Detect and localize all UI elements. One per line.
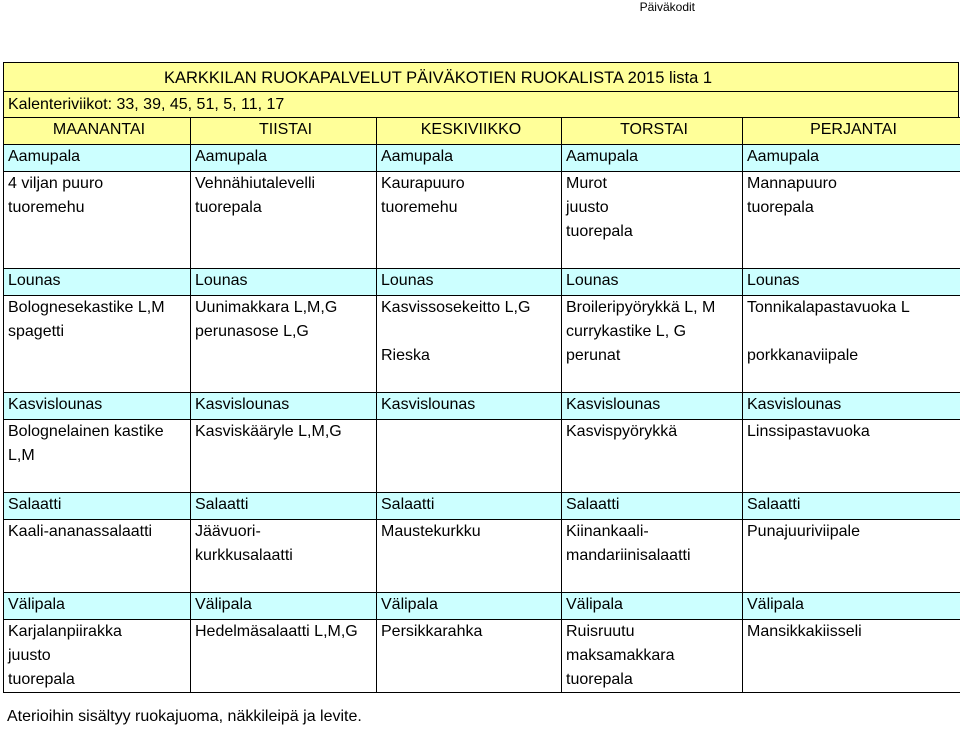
category-label: Salaatti: [4, 493, 191, 520]
menu-item-text: Mannapuuro: [747, 175, 837, 192]
category-label: Välipala: [4, 593, 191, 620]
menu-item-text: [381, 644, 561, 668]
category-label: Salaatti: [562, 493, 743, 520]
menu-item-text: maksamakkara: [566, 647, 675, 664]
items-row-kasvislounas: [4, 420, 960, 493]
menu-cell: [377, 620, 562, 693]
menu-item-text: tuoremehu: [381, 199, 458, 216]
items-row-lounas: [4, 296, 960, 393]
menu-item-text: L,M: [8, 447, 35, 464]
title-bar: [3, 62, 959, 92]
menu-item-text: tuoremehu: [8, 199, 85, 216]
menu-cell: [4, 172, 191, 269]
menu-item-text: spagetti: [8, 323, 65, 340]
menu-item-text: [195, 344, 376, 368]
menu-item-text: [381, 568, 561, 592]
menu-item-text: [195, 568, 376, 592]
category-label: Salaatti: [743, 493, 960, 520]
menu-item-text: [747, 568, 960, 592]
menu-item-text: [381, 668, 561, 692]
category-label: Kasvislounas: [743, 393, 960, 420]
menu-item-text: Ruisruutu: [566, 623, 635, 640]
menu-item-text: Kiinankaali-: [566, 523, 649, 540]
menu-item-text: currykastike L, G: [566, 323, 687, 340]
category-row-salaatti: [4, 493, 960, 520]
menu-item-text: [381, 220, 561, 244]
menu-item-text: [381, 468, 561, 492]
items-row-valipala: [4, 620, 960, 693]
day-friday: PERJANTAI: [743, 118, 960, 145]
menu-item-text: kurkkusalaatti: [195, 547, 293, 564]
menu-cell: [562, 620, 743, 693]
menu-item-text: [566, 444, 742, 468]
menu-item-text: [195, 668, 376, 692]
menu-cell: [743, 172, 960, 269]
menu-item-text: juusto: [8, 647, 51, 664]
day-thursday: TORSTAI: [562, 118, 743, 145]
menu-item-text: [747, 320, 960, 344]
menu-item-text: [8, 568, 190, 592]
menu-cell: [377, 420, 562, 493]
category-label: Kasvislounas: [377, 393, 562, 420]
menu-cell: [4, 520, 191, 593]
menu-item-text: Bolognesekastike L,M: [8, 299, 165, 316]
category-label: Välipala: [191, 593, 377, 620]
category-label: Aamupala: [377, 145, 562, 172]
menu-item-text: [747, 644, 960, 668]
menu-item-text: Murot: [566, 175, 607, 192]
menu-item-text: mandariinisalaatti: [566, 547, 691, 564]
category-label: Välipala: [743, 593, 960, 620]
menu-item-text: Broileripyörykkä L, M: [566, 299, 716, 316]
category-row-kasvislounas: [4, 393, 960, 420]
menu-item-text: juusto: [566, 199, 609, 216]
menu-item-text: [195, 444, 376, 468]
menu-item-text: Kaali-ananassalaatti: [8, 523, 153, 540]
menu-item-text: [381, 320, 561, 344]
category-label: Salaatti: [191, 493, 377, 520]
menu-cell: [4, 420, 191, 493]
menu-cell: [743, 420, 960, 493]
menu-item-text: Kaurapuuro: [381, 175, 465, 192]
menu-item-text: [195, 468, 376, 492]
menu-cell: [4, 296, 191, 393]
menu-item-text: perunat: [566, 347, 621, 364]
menu-cell: [743, 296, 960, 393]
menu-cell: [377, 172, 562, 269]
category-label: Aamupala: [191, 145, 377, 172]
menu-cell: [743, 520, 960, 593]
menu-item-text: [747, 220, 960, 244]
menu-item-text: tuorepala: [195, 199, 262, 216]
menu-item-text: tuorepala: [8, 671, 75, 688]
category-label: Kasvislounas: [562, 393, 743, 420]
menu-cell: [191, 296, 377, 393]
category-label: Aamupala: [562, 145, 743, 172]
menu-item-text: porkkanaviipale: [747, 347, 859, 364]
menu-cell: [377, 296, 562, 393]
menu-cell: [743, 620, 960, 693]
menu-item-text: Karjalanpiirakka: [8, 623, 122, 640]
category-label: Kasvislounas: [191, 393, 377, 420]
menu-cell: [562, 420, 743, 493]
menu-item-text: [566, 568, 742, 592]
menu-item-text: tuorepala: [566, 671, 633, 688]
category-label: Aamupala: [743, 145, 960, 172]
category-row-aamupala: [4, 145, 960, 172]
menu-cell: [4, 620, 191, 693]
menu-cell: [562, 520, 743, 593]
menu-item-text: Jäävuori-: [195, 523, 261, 540]
menu-item-text: [747, 544, 960, 568]
menu-item-text: Linssipastavuoka: [747, 423, 870, 440]
menu-item-text: [566, 468, 742, 492]
menu-item-text: Persikkarahka: [381, 623, 483, 640]
category-row-lounas: [4, 269, 960, 296]
menu-item-text: [8, 220, 190, 244]
day-monday: MAANANTAI: [4, 118, 191, 145]
menu-item-text: [8, 544, 190, 568]
category-label: Lounas: [377, 269, 562, 296]
category-label: Lounas: [191, 269, 377, 296]
day-tuesday: TIISTAI: [191, 118, 377, 145]
menu-item-text: perunasose L,G: [195, 323, 309, 340]
page-header-note: Päiväkodit: [639, 0, 695, 14]
menu-item-text: [195, 220, 376, 244]
menu-table: [3, 117, 960, 693]
category-label: Kasvislounas: [4, 393, 191, 420]
menu-item-text: Kasvispyörykkä: [566, 423, 678, 440]
menu-item-text: tuorepala: [566, 223, 633, 240]
menu-item-text: [8, 468, 190, 492]
menu-cell: [562, 296, 743, 393]
menu-item-text: [381, 444, 561, 468]
menu-cell: [377, 520, 562, 593]
category-row-valipala: [4, 593, 960, 620]
menu-cell: [191, 172, 377, 269]
menu-item-text: Rieska: [381, 347, 430, 364]
menu-item-text: Bolognelainen kastike: [8, 423, 164, 440]
category-label: Välipala: [377, 593, 562, 620]
menu-item-text: Punajuuriviipale: [747, 523, 860, 540]
day-header-row: [4, 118, 960, 145]
category-label: Lounas: [562, 269, 743, 296]
menu-item-text: [195, 644, 376, 668]
menu-item-text: Kasviskääryle L,M,G: [195, 423, 342, 440]
menu-item-text: tuorepala: [747, 199, 814, 216]
menu-item-text: Tonnikalapastavuoka L: [747, 299, 910, 316]
menu-item-text: [8, 344, 190, 368]
category-label: Lounas: [4, 269, 191, 296]
items-row-aamupala: [4, 172, 960, 269]
menu-cell: [191, 520, 377, 593]
menu-title: KARKKILAN RUOKAPALVELUT PÄIVÄKOTIEN RUOKALISTA 2015 lista 1: [164, 69, 713, 87]
menu-item-text: Mansikkakiisseli: [747, 623, 862, 640]
menu-item-text: Uunimakkara L,M,G: [195, 299, 338, 316]
items-row-salaatti: [4, 520, 960, 593]
footer-note: Aterioihin sisältyy ruokajuoma, näkkileipä ja levite.: [7, 708, 362, 725]
category-label: Aamupala: [4, 145, 191, 172]
menu-item-text: Vehnähiutalevelli: [195, 175, 316, 192]
menu-item-text: Hedelmäsalaatti L,M,G: [195, 623, 358, 640]
menu-cell: [191, 620, 377, 693]
menu-item-text: [747, 444, 960, 468]
menu-item-text: [747, 468, 960, 492]
menu-item-text: 4 viljan puuro: [8, 175, 104, 192]
week-numbers: Kalenteriviikot: 33, 39, 45, 51, 5, 11, 17: [8, 96, 285, 113]
week-numbers-bar: [3, 92, 959, 117]
day-wednesday: KESKIVIIKKO: [377, 118, 562, 145]
menu-item-text: Kasvissosekeitto L,G: [381, 299, 531, 316]
menu-item-text: Maustekurkku: [381, 523, 481, 540]
category-label: Lounas: [743, 269, 960, 296]
category-label: Salaatti: [377, 493, 562, 520]
menu-item-text: [381, 420, 561, 444]
menu-item-text: [381, 544, 561, 568]
menu-item-text: [747, 668, 960, 692]
menu-cell: [191, 420, 377, 493]
menu-cell: [562, 172, 743, 269]
category-label: Välipala: [562, 593, 743, 620]
